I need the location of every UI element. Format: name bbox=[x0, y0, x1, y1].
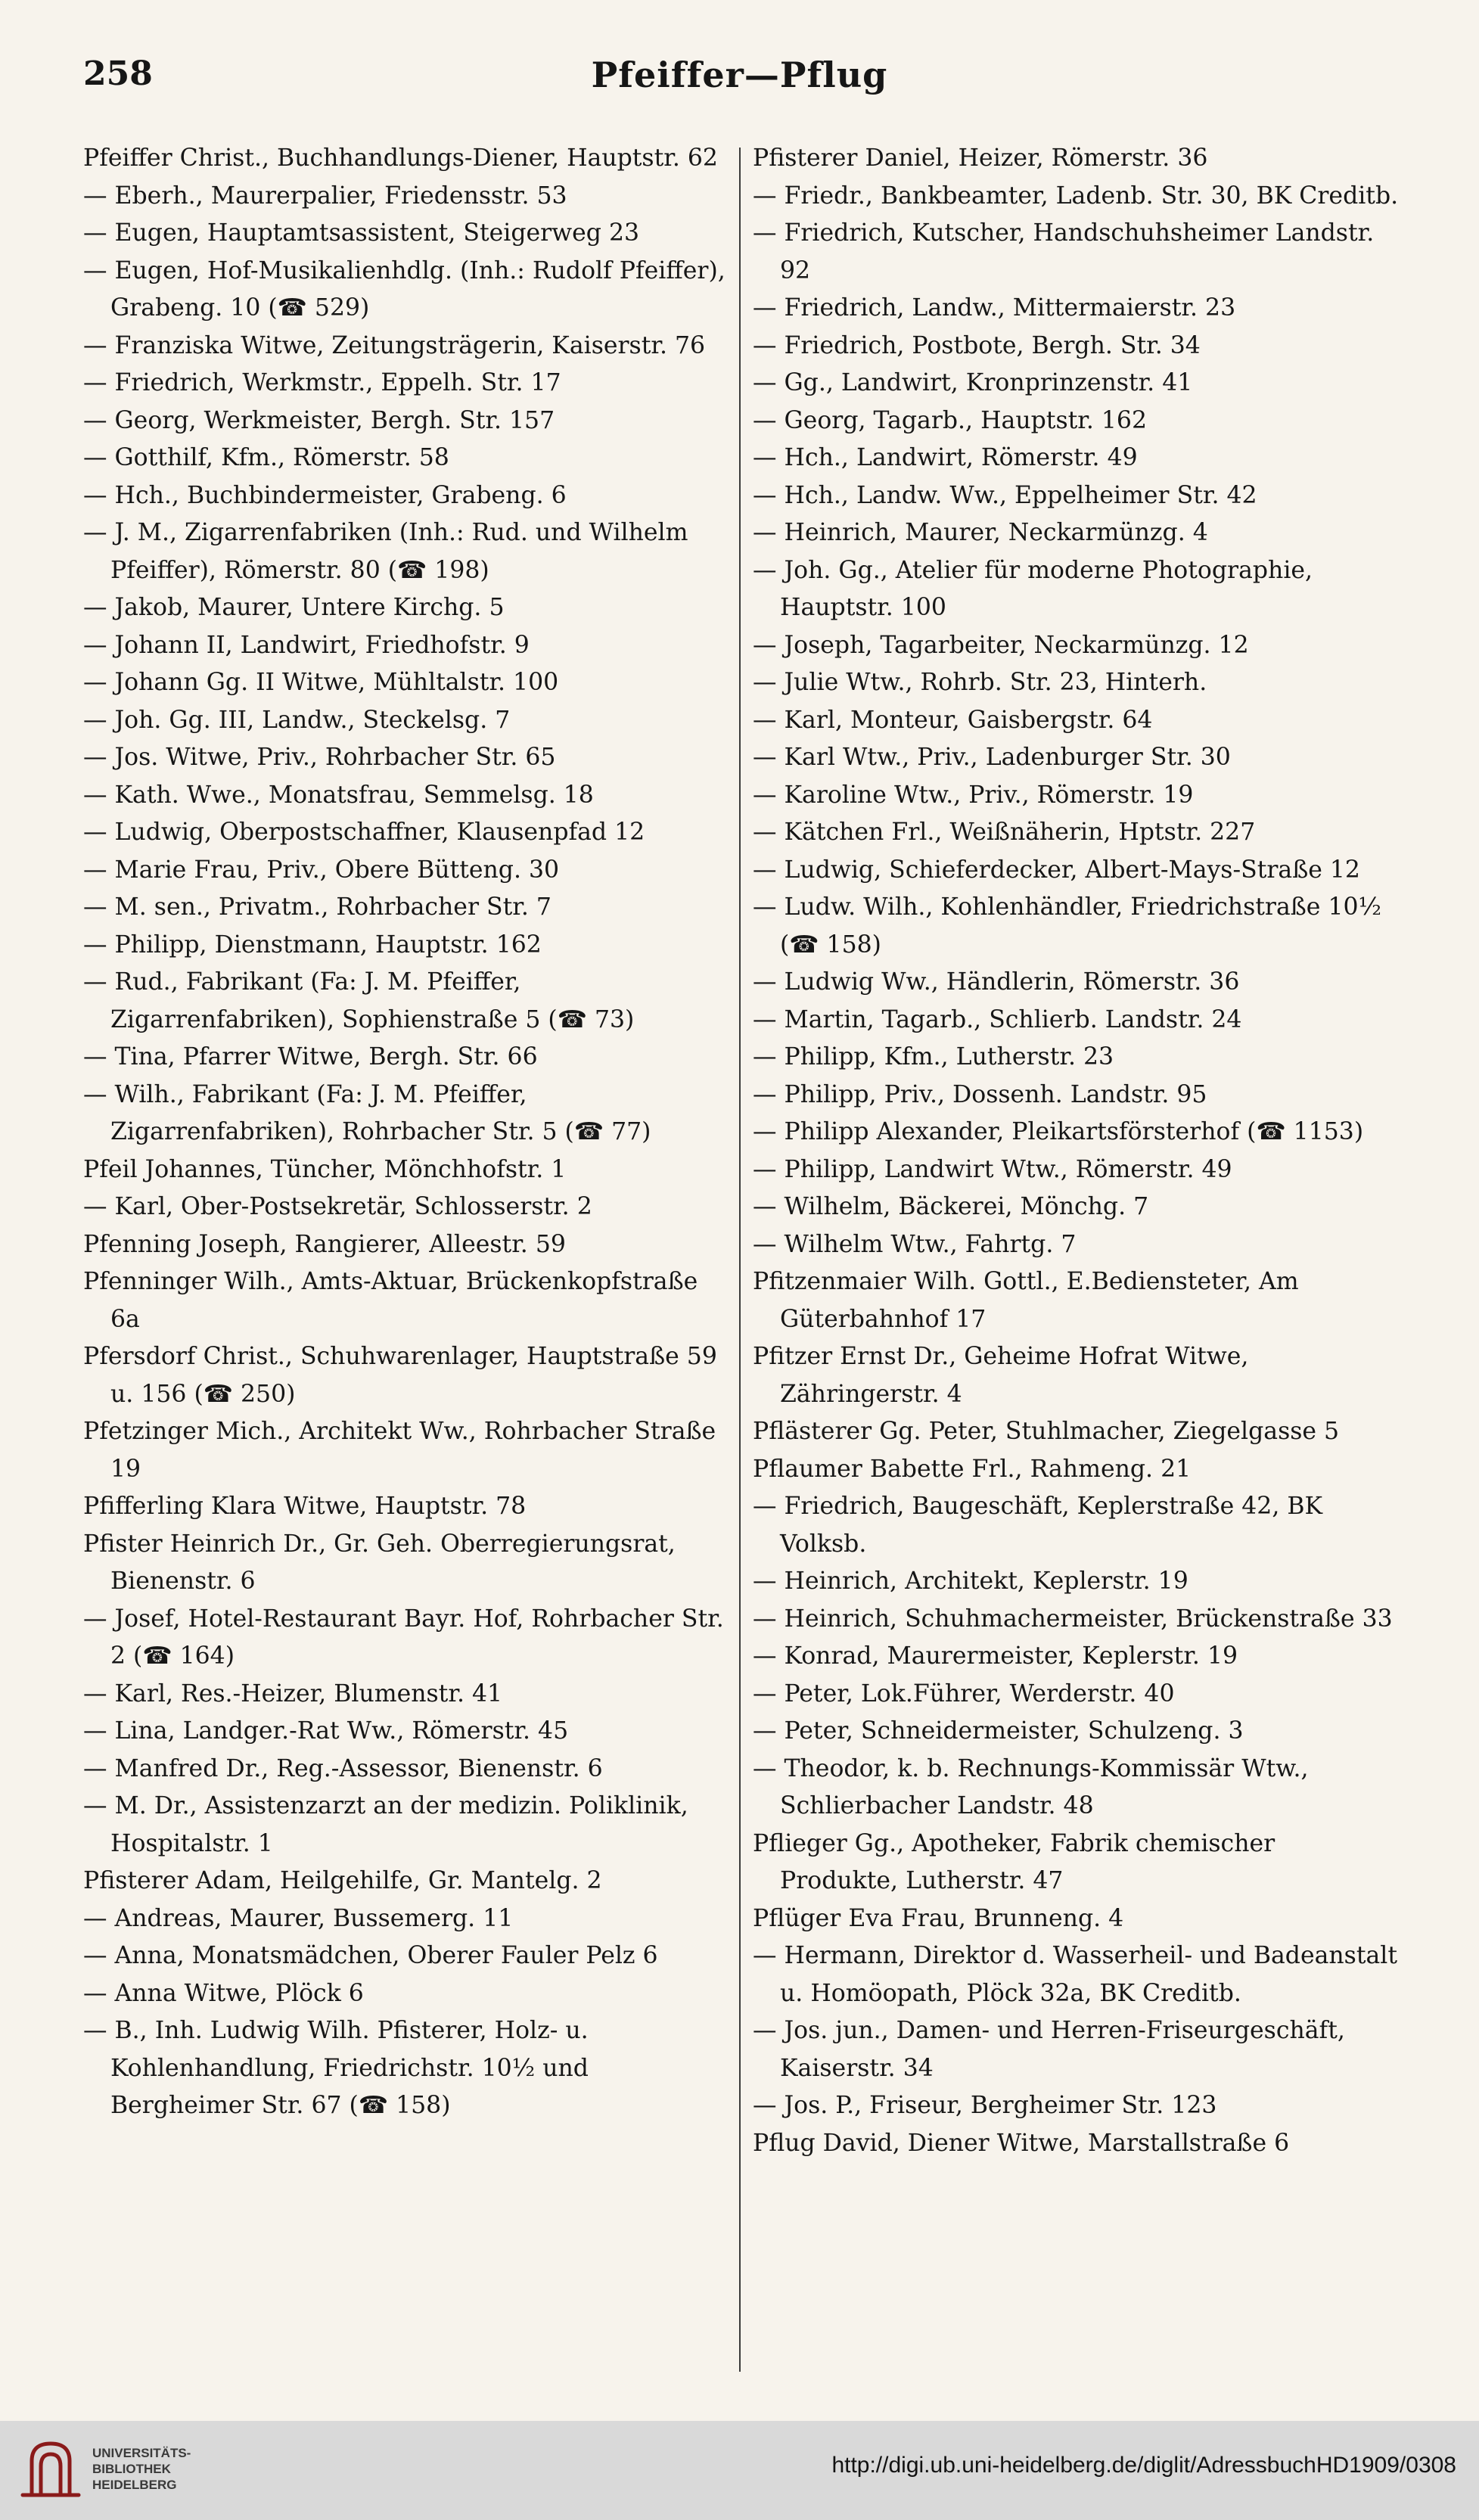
directory-entry: — M. Dr., Assistenzarzt an der medizin. Poliklinik, Hospitalstr. 1 bbox=[83, 1792, 688, 1857]
directory-entry: — Konrad, Maurermeister, Keplerstr. 19 bbox=[753, 1642, 1238, 1670]
directory-entry: — Philipp, Priv., Dossenh. Landstr. 95 bbox=[753, 1080, 1207, 1108]
directory-entry: — Wilhelm, Bäckerei, Mönchg. 7 bbox=[753, 1193, 1149, 1220]
right-column bbox=[753, 140, 1400, 2379]
directory-entry: — Johann Gg. II Witwe, Mühltalstr. 100 bbox=[83, 669, 559, 696]
directory-entry: — Franziska Witwe, Zeitungsträgerin, Kaiserstr. 76 bbox=[83, 331, 706, 359]
directory-entry: — Jos. jun., Damen- und Herren-Friseurgeschäft, Kaiserstr. 34 bbox=[753, 2017, 1345, 2082]
directory-entry: Pfetzinger Mich., Architekt Ww., Rohrbacher Straße 19 bbox=[83, 1418, 716, 1483]
directory-entry: — Anna, Monatsmädchen, Oberer Fauler Pelz 6 bbox=[83, 1942, 658, 1969]
directory-entry: Pfitzer Ernst Dr., Geheime Hofrat Witwe, Zähringerstr. 4 bbox=[753, 1343, 1249, 1408]
directory-entry: — Joh. Gg., Atelier für moderne Photographie, Hauptstr. 100 bbox=[753, 556, 1313, 621]
directory-entry: — Georg, Werkmeister, Bergh. Str. 157 bbox=[83, 406, 555, 434]
directory-entry: — Ludwig, Oberpostschaffner, Klausenpfad 12 bbox=[83, 819, 645, 846]
directory-entry: — Kath. Wwe., Monatsfrau, Semmelsg. 18 bbox=[83, 781, 594, 809]
directory-entry: — Rud., Fabrikant (Fa: J. M. Pfeiffer, Zigarrenfabriken), Sophienstraße 5 (☎ 73) bbox=[83, 968, 635, 1033]
running-head: Pfeiffer—Pflug bbox=[591, 54, 888, 95]
directory-entry: — Ludwig Ww., Händlerin, Römerstr. 36 bbox=[753, 968, 1240, 996]
directory-entry: — Wilh., Fabrikant (Fa: J. M. Pfeiffer, Zigarrenfabriken), Rohrbacher Str. 5 (☎ 77) bbox=[83, 1080, 651, 1145]
directory-entry: Pfisterer Adam, Heilgehilfe, Gr. Mantelg. 2 bbox=[83, 1867, 602, 1894]
source-url-link[interactable]: http://digi.ub.uni-heidelberg.de/diglit/AdressbuchHD1909/0308 bbox=[831, 2453, 1456, 2478]
directory-entry: — Karl Wtw., Priv., Ladenburger Str. 30 bbox=[753, 744, 1231, 771]
directory-entry: — Hermann, Direktor d. Wasserheil- und Badeanstalt u. Homöopath, Plöck 32a, BK Creditb. bbox=[753, 1942, 1398, 2007]
directory-entry: Pflug David, Diener Witwe, Marstallstraße 6 bbox=[753, 2129, 1290, 2157]
page-number: 258 bbox=[83, 54, 153, 93]
directory-entry: Pfister Heinrich Dr., Gr. Geh. Oberregierungsrat, Bienenstr. 6 bbox=[83, 1530, 676, 1595]
directory-entry: — Hch., Landw. Ww., Eppelheimer Str. 42 bbox=[753, 481, 1257, 509]
directory-entry: Pflüger Eva Frau, Brunneng. 4 bbox=[753, 1904, 1124, 1932]
directory-entry: — Philipp, Kfm., Lutherstr. 23 bbox=[753, 1043, 1114, 1070]
directory-entry: — Josef, Hotel-Restaurant Bayr. Hof, Rohrbacher Str. 2 (☎ 164) bbox=[83, 1605, 724, 1670]
directory-entry: — Lina, Landger.-Rat Ww., Römerstr. 45 bbox=[83, 1717, 569, 1745]
directory-columns bbox=[83, 140, 1400, 2379]
directory-entry: — Manfred Dr., Reg.-Assessor, Bienenstr. 6 bbox=[83, 1754, 603, 1782]
directory-entry: — Ludwig, Schieferdecker, Albert-Mays-Straße 12 bbox=[753, 856, 1360, 884]
directory-entry: — Johann II, Landwirt, Friedhofstr. 9 bbox=[83, 631, 530, 659]
directory-entry: — Joseph, Tagarbeiter, Neckarmünzg. 12 bbox=[753, 631, 1249, 659]
directory-entry: — Philipp, Landwirt Wtw., Römerstr. 49 bbox=[753, 1155, 1232, 1183]
directory-entry: — Anna Witwe, Plöck 6 bbox=[83, 1979, 364, 2007]
directory-entry: — Peter, Schneidermeister, Schulzeng. 3 bbox=[753, 1717, 1244, 1745]
directory-entry: — Karl, Monteur, Gaisbergstr. 64 bbox=[753, 706, 1153, 734]
directory-entry: — Tina, Pfarrer Witwe, Bergh. Str. 66 bbox=[83, 1043, 538, 1070]
directory-entry: Pfisterer Daniel, Heizer, Römerstr. 36 bbox=[753, 144, 1208, 172]
directory-entry: Pfenning Joseph, Rangierer, Alleestr. 59 bbox=[83, 1230, 566, 1258]
directory-entry: Pflieger Gg., Apotheker, Fabrik chemischer Produkte, Lutherstr. 47 bbox=[753, 1829, 1275, 1894]
directory-entry: — Friedrich, Kutscher, Handschuhsheimer Landstr. 92 bbox=[753, 219, 1375, 284]
directory-entry: — Eugen, Hauptamtsassistent, Steigerweg 23 bbox=[83, 219, 640, 247]
directory-entry: — M. sen., Privatm., Rohrbacher Str. 7 bbox=[83, 893, 552, 921]
directory-entry: Pfersdorf Christ., Schuhwarenlager, Hauptstraße 59 u. 156 (☎ 250) bbox=[83, 1343, 717, 1408]
directory-entry: Pfenninger Wilh., Amts-Aktuar, Brückenkopfstraße 6a bbox=[83, 1268, 698, 1333]
directory-entry: — Heinrich, Schuhmachermeister, Brückenstraße 33 bbox=[753, 1605, 1393, 1633]
directory-entry: — Gotthilf, Kfm., Römerstr. 58 bbox=[83, 444, 449, 471]
left-column bbox=[83, 140, 730, 2379]
directory-entry: Pflästerer Gg. Peter, Stuhlmacher, Ziegelgasse 5 bbox=[753, 1418, 1340, 1445]
library-name: UNIVERSITÄTS- BIBLIOTHEK HEIDELBERG bbox=[92, 2446, 191, 2492]
directory-entry: — Jakob, Maurer, Untere Kirchg. 5 bbox=[83, 594, 505, 621]
directory-entry: — B., Inh. Ludwig Wilh. Pfisterer, Holz- u. Kohlenhandlung, Friedrichstr. 10½ und Bergheimer Str. 67 (☎ 158) bbox=[83, 2017, 589, 2119]
directory-entry: — Eugen, Hof-Musikalienhdlg. (Inh.: Rudolf Pfeiffer), Grabeng. 10 (☎ 529) bbox=[83, 256, 726, 322]
directory-entry: — Friedrich, Werkmstr., Eppelh. Str. 17 bbox=[83, 369, 561, 396]
directory-entry: — Philipp, Dienstmann, Hauptstr. 162 bbox=[83, 931, 542, 959]
directory-entry: — Heinrich, Architekt, Keplerstr. 19 bbox=[753, 1568, 1188, 1595]
directory-entry: — Karl, Res.-Heizer, Blumenstr. 41 bbox=[83, 1679, 503, 1707]
directory-entry: — Marie Frau, Priv., Obere Bütteng. 30 bbox=[83, 856, 560, 884]
directory-entry: — Andreas, Maurer, Bussemerg. 11 bbox=[83, 1904, 514, 1932]
directory-entry: — Karl, Ober-Postsekretär, Schlosserstr. 2 bbox=[83, 1193, 592, 1220]
directory-entry: — Friedrich, Baugeschäft, Keplerstraße 42, BK Volksb. bbox=[753, 1493, 1323, 1558]
directory-entry: — Joh. Gg. III, Landw., Steckelsg. 7 bbox=[83, 706, 511, 734]
directory-entry: Pfitzenmaier Wilh. Gottl., E.Bediensteter, Am Güterbahnhof 17 bbox=[753, 1268, 1299, 1333]
directory-entry: — Julie Wtw., Rohrb. Str. 23, Hinterh. bbox=[753, 669, 1207, 696]
directory-entry: — Jos. P., Friseur, Bergheimer Str. 123 bbox=[753, 2092, 1217, 2119]
directory-entry: — Hch., Buchbindermeister, Grabeng. 6 bbox=[83, 481, 567, 509]
directory-entry: — Georg, Tagarb., Hauptstr. 162 bbox=[753, 406, 1148, 434]
directory-entry: — J. M., Zigarrenfabriken (Inh.: Rud. und Wilhelm Pfeiffer), Römerstr. 80 (☎ 198) bbox=[83, 519, 688, 584]
directory-entry: — Karoline Wtw., Priv., Römerstr. 19 bbox=[753, 781, 1194, 809]
directory-entry: — Ludw. Wilh., Kohlenhändler, Friedrichstraße 10½ (☎ 158) bbox=[753, 893, 1382, 959]
university-library-logo-icon bbox=[17, 2435, 85, 2503]
directory-entry: — Gg., Landwirt, Kronprinzenstr. 41 bbox=[753, 369, 1193, 396]
directory-entry: Pfeiffer Christ., Buchhandlungs-Diener, Hauptstr. 62 bbox=[83, 144, 718, 172]
directory-entry: — Heinrich, Maurer, Neckarmünzg. 4 bbox=[753, 519, 1208, 546]
directory-entry: — Eberh., Maurerpalier, Friedensstr. 53 bbox=[83, 182, 567, 210]
directory-entry: — Wilhelm Wtw., Fahrtg. 7 bbox=[753, 1230, 1077, 1258]
directory-entry: — Jos. Witwe, Priv., Rohrbacher Str. 65 bbox=[83, 744, 556, 771]
directory-entry: Pfeil Johannes, Tüncher, Mönchhofstr. 1 bbox=[83, 1155, 567, 1183]
directory-entry: — Friedr., Bankbeamter, Ladenb. Str. 30, BK Creditb. bbox=[753, 182, 1399, 210]
directory-entry: — Martin, Tagarb., Schlierb. Landstr. 24 bbox=[753, 1005, 1242, 1033]
directory-entry: — Philipp Alexander, Pleikartsförsterhof (☎ 1153) bbox=[753, 1118, 1364, 1145]
directory-entry: — Friedrich, Landw., Mittermaierstr. 23 bbox=[753, 294, 1236, 322]
directory-entry: — Hch., Landwirt, Römerstr. 49 bbox=[753, 444, 1138, 471]
page-header bbox=[83, 54, 1396, 107]
column-divider bbox=[739, 148, 741, 2372]
footer-bar bbox=[0, 2421, 1479, 2520]
directory-entry: Pflaumer Babette Frl., Rahmeng. 21 bbox=[753, 1455, 1192, 1483]
directory-entry: — Peter, Lok.Führer, Werderstr. 40 bbox=[753, 1679, 1175, 1707]
directory-entry: — Theodor, k. b. Rechnungs-Kommissär Wtw., Schlierbacher Landstr. 48 bbox=[753, 1754, 1309, 1819]
directory-entry: — Kätchen Frl., Weißnäherin, Hptstr. 227 bbox=[753, 819, 1256, 846]
directory-entry: — Friedrich, Postbote, Bergh. Str. 34 bbox=[753, 331, 1201, 359]
directory-entry: Pfifferling Klara Witwe, Hauptstr. 78 bbox=[83, 1493, 527, 1520]
